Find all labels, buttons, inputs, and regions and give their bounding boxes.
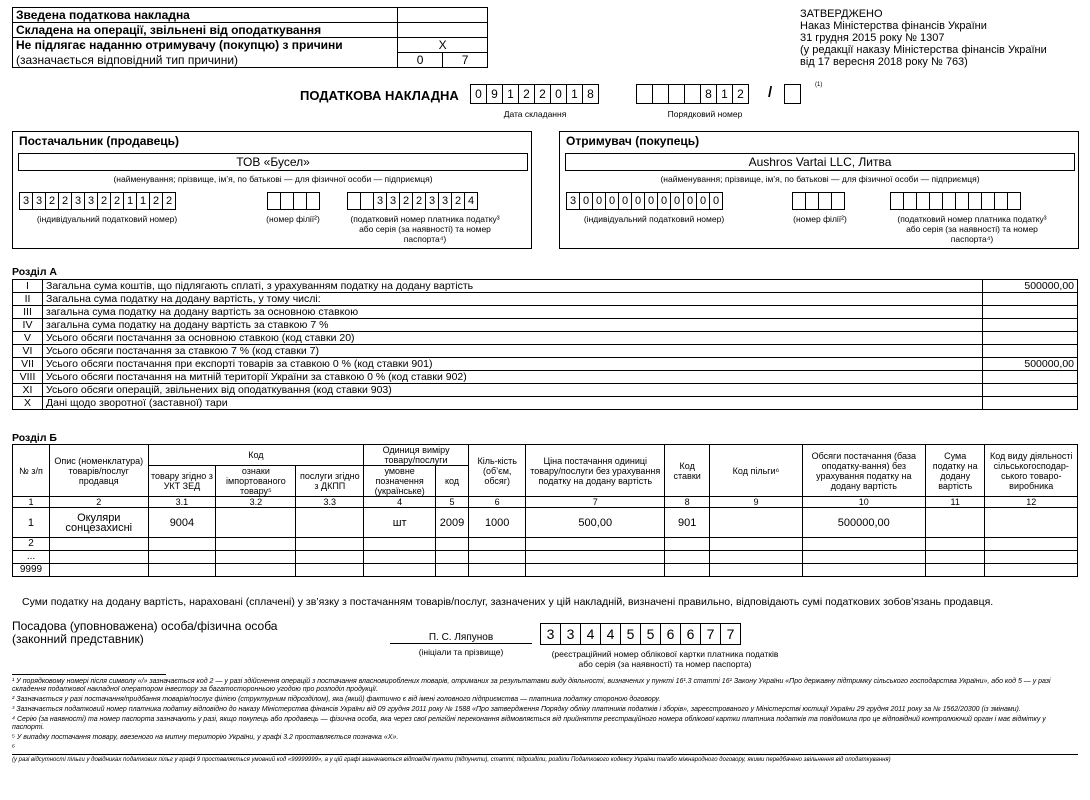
suffix-digit[interactable]: [784, 84, 801, 104]
signer-name-caption: (ініціали та прізвище): [418, 647, 504, 657]
exempt-label: Складена на операції, звільнені від оподаткування: [13, 23, 398, 38]
seller-branch-caption: (номер філії²): [266, 214, 320, 224]
footnote: ¹ У порядковому номері після символу «/» зазначається код 2 — у разі здійснення операцій з постачання власновироблених товарів, отриманих за результатами виду діяльності, визначених у пункті 16¹.3 статті 16¹ Закону України «Про державну підтримку сільського господарства України», або код 5 — у разі складення податкової накладної оператором інвестору за багатосторонньою угодою про розподіл продукції.: [12, 678, 1051, 693]
section-a-row: [13, 293, 1078, 306]
section-a-row-value[interactable]: [983, 306, 1078, 319]
section-a-row-num: X: [13, 397, 43, 410]
buyer-ipn-digit[interactable]: 0: [657, 192, 671, 210]
section-a-row-num: III: [13, 306, 43, 319]
empty-cell[interactable]: [148, 551, 216, 564]
col-desc-header: Опис (номенклатура) товарів/послуг продавця: [49, 445, 148, 497]
buyer-ipn-digit[interactable]: 0: [696, 192, 710, 210]
section-a-row-num: V: [13, 332, 43, 345]
section-a-row-value[interactable]: [983, 397, 1078, 410]
row1-import[interactable]: [216, 508, 296, 538]
empty-cell[interactable]: [802, 538, 925, 551]
seller-ipn-digit[interactable]: 2: [162, 192, 176, 210]
column-number: 6: [468, 497, 526, 508]
section-b-table: [12, 444, 1078, 577]
section-a-row-text: Усього обсяги постачання за ставкою 7 % (код ставки 7): [43, 345, 983, 358]
column-number: 4: [364, 497, 436, 508]
empty-cell[interactable]: [364, 538, 436, 551]
number-cells: [636, 84, 748, 104]
seller-ipn-cells: [19, 192, 175, 210]
reg-digit[interactable]: 5: [620, 623, 641, 645]
empty-cell[interactable]: [216, 564, 296, 577]
buyer-name-caption: (найменування; прізвище, ім’я, по батькові — для фізичної особи — підприємця): [660, 174, 980, 184]
date-digit[interactable]: 0: [470, 84, 487, 104]
number-digit[interactable]: [652, 84, 669, 104]
buyer-box: [559, 131, 1079, 249]
section-a-row-value[interactable]: [983, 293, 1078, 306]
seller-tax-digit[interactable]: 3: [373, 192, 387, 210]
col-rate-header: Код ставки: [665, 445, 710, 497]
section-a-row: [13, 358, 1078, 371]
seller-box: [12, 131, 532, 249]
column-number: 5: [436, 497, 469, 508]
section-a-row: [13, 280, 1078, 293]
empty-cell[interactable]: [468, 538, 526, 551]
date-label: Дата складання: [503, 109, 567, 119]
seller-name-caption: (найменування; прізвище, ім’я, по батькові — для фізичної особи — підприємця): [113, 174, 433, 184]
section-a-row-num: IV: [13, 319, 43, 332]
date-digit[interactable]: 9: [486, 84, 503, 104]
empty-cell[interactable]: [710, 538, 802, 551]
buyer-branch-cells: [792, 192, 844, 210]
empty-cell[interactable]: [925, 538, 985, 551]
buyer-branch-digit[interactable]: [831, 192, 845, 210]
seller-tax-digit[interactable]: 2: [412, 192, 426, 210]
section-a-row-num: XI: [13, 384, 43, 397]
seller-ipn-digit[interactable]: 2: [149, 192, 163, 210]
seller-title: Постачальник (продавець): [19, 134, 180, 148]
empty-cell[interactable]: [526, 538, 665, 551]
column-number: 10: [802, 497, 925, 508]
seller-ipn-digit[interactable]: 2: [45, 192, 59, 210]
not-provided-mark[interactable]: X: [398, 38, 488, 53]
consolidated-label: Зведена податкова накладна: [13, 8, 398, 23]
row1-price[interactable]: 500,00: [526, 508, 665, 538]
empty-cell[interactable]: [468, 551, 526, 564]
buyer-tax-caption: (податковий номер платника податку³ або серія (за наявності) та номер паспорта⁴): [897, 214, 1047, 244]
approval-title: ЗАТВЕРДЖЕНО: [800, 8, 883, 20]
row-num: ...: [13, 551, 50, 564]
row1-dkpp[interactable]: [296, 508, 364, 538]
reason-type-label: (зазначається відповідний тип причини): [13, 53, 398, 68]
approval-block: [800, 8, 1047, 68]
column-number-row: [13, 497, 1078, 508]
buyer-ipn-digit[interactable]: 0: [683, 192, 697, 210]
section-a-row-text: Усього обсяги постачання на митній території України за ставкою 0 % (код ставки 902): [43, 371, 983, 384]
col-volume-header: Обсяги постачання (база оподатку-вання) без урахування податку на додану вартість: [802, 445, 925, 497]
empty-cell[interactable]: [802, 564, 925, 577]
signature-line: [12, 674, 166, 675]
empty-cell[interactable]: [216, 538, 296, 551]
column-number: 12: [985, 497, 1078, 508]
reg-digit[interactable]: 7: [700, 623, 721, 645]
empty-cell[interactable]: [436, 538, 469, 551]
col-uktzed-header: товару згідно з УКТ ЗЕД: [148, 466, 216, 497]
row1-agri[interactable]: [985, 508, 1078, 538]
date-digit[interactable]: 2: [518, 84, 535, 104]
seller-tax-digit[interactable]: 3: [425, 192, 439, 210]
section-a-row: [13, 371, 1078, 384]
signer-title-line: Посадова (уповноважена) особа/фізична особа: [12, 619, 278, 633]
buyer-ipn-digit[interactable]: 0: [670, 192, 684, 210]
footnotes: [12, 678, 1078, 764]
buyer-ipn-digit[interactable]: 3: [566, 192, 580, 210]
approval-line: (у редакції наказу Міністерства фінансів України: [800, 44, 1047, 56]
section-a-row-text: загальна сума податку на додану вартість за основною ставкою: [43, 306, 983, 319]
buyer-ipn-digit[interactable]: 0: [618, 192, 632, 210]
buyer-tax-digit[interactable]: [942, 192, 956, 210]
seller-ipn-digit[interactable]: 1: [136, 192, 150, 210]
seller-tax-digit[interactable]: [360, 192, 374, 210]
col-import-header: ознаки імпортованого товару⁵: [216, 466, 296, 497]
section-a-row-text: Усього обсяги постачання за основною ставкою (код ставки 20): [43, 332, 983, 345]
table-row: [13, 538, 1078, 551]
section-a-row-text: Усього обсяги постачання при експорті товарів за ставкою 0 % (код ставки 901): [43, 358, 983, 371]
row1-unit[interactable]: шт: [364, 508, 436, 538]
buyer-branch-digit[interactable]: [805, 192, 819, 210]
number-digit[interactable]: [684, 84, 701, 104]
empty-cell[interactable]: [436, 551, 469, 564]
section-a-row: [13, 397, 1078, 410]
number-digit[interactable]: 1: [716, 84, 733, 104]
empty-cell[interactable]: [710, 564, 802, 577]
section-a-row-text: Загальна сума коштів, що підлягають сплаті, з урахуванням податку на додану вартість: [43, 280, 983, 293]
empty-cell[interactable]: [526, 551, 665, 564]
row1-benefit[interactable]: [710, 508, 802, 538]
approval-line: Наказ Міністерства фінансів України: [800, 20, 987, 32]
approval-line: 31 грудня 2015 року № 1307: [800, 32, 945, 44]
date-cells: [470, 84, 598, 104]
buyer-tax-digit[interactable]: [890, 192, 904, 210]
seller-ipn-digit[interactable]: 1: [123, 192, 137, 210]
empty-cell[interactable]: [985, 538, 1078, 551]
section-a-row-value[interactable]: [983, 371, 1078, 384]
seller-branch-digit[interactable]: [293, 192, 307, 210]
header-table: [12, 7, 488, 68]
section-a-row: [13, 345, 1078, 358]
row1-unit-code[interactable]: 2009: [436, 508, 469, 538]
seller-ipn-digit[interactable]: 3: [19, 192, 33, 210]
table-row: [13, 551, 1078, 564]
empty-cell[interactable]: [665, 564, 710, 577]
reason-digit-1[interactable]: 0: [398, 53, 443, 68]
date-digit[interactable]: 1: [566, 84, 583, 104]
row1-qty[interactable]: 1000: [468, 508, 526, 538]
signer-title-line: (законний представник): [12, 632, 144, 646]
buyer-tax-digit[interactable]: [903, 192, 917, 210]
buyer-tax-digit[interactable]: [994, 192, 1008, 210]
footnote: ³ Зазначається податковий номер платника податку відповідно до наказу Міністерства фінансів України від 09 грудня 2011 року № 1588 «Про затвердження Порядку обліку платників податків і зборів», зареєстрованого у Міністерстві юстиції України 29 грудня 2011 року за № 1562/20300 (із змінами).: [12, 706, 1021, 713]
buyer-tax-digit[interactable]: [1007, 192, 1021, 210]
empty-cell[interactable]: [364, 551, 436, 564]
empty-cell[interactable]: [526, 564, 665, 577]
seller-ipn-digit[interactable]: 2: [97, 192, 111, 210]
section-a-table: [12, 279, 1078, 410]
section-a-row-value[interactable]: [983, 345, 1078, 358]
row1-vat[interactable]: [925, 508, 985, 538]
section-a-row-text: Загальна сума податку на додану вартість, у тому числі:: [43, 293, 983, 306]
col-dkpp-header: послуги згідно з ДКПП: [296, 466, 364, 497]
empty-cell[interactable]: [296, 551, 364, 564]
buyer-tax-digit[interactable]: [929, 192, 943, 210]
section-a-row: [13, 332, 1078, 345]
reg-digit[interactable]: 3: [560, 623, 581, 645]
footnote-mark: (1): [815, 82, 823, 88]
number-digit[interactable]: [668, 84, 685, 104]
col-num-header: № з/п: [13, 445, 50, 497]
column-number: 3.3: [296, 497, 364, 508]
column-number: 11: [925, 497, 985, 508]
seller-branch-digit[interactable]: [267, 192, 281, 210]
seller-name-field[interactable]: ТОВ «Бусел»: [18, 153, 528, 171]
empty-cell[interactable]: [925, 564, 985, 577]
column-number: 1: [13, 497, 50, 508]
seller-ipn-digit[interactable]: 2: [58, 192, 72, 210]
seller-tax-digit[interactable]: 4: [464, 192, 478, 210]
reg-digit[interactable]: 4: [600, 623, 621, 645]
not-provided-label: [13, 38, 398, 53]
col-qty-header: Кіль-кість (об’єм, обсяг): [468, 445, 526, 497]
col-benefit-header: Код пільги⁶: [710, 445, 802, 497]
date-digit[interactable]: 2: [534, 84, 551, 104]
consolidated-box[interactable]: [398, 8, 488, 23]
buyer-ipn-caption: (індивідуальний податковий номер): [583, 214, 725, 224]
buyer-branch-caption: (номер філії²): [793, 214, 847, 224]
buyer-ipn-digit[interactable]: 0: [592, 192, 606, 210]
footnote: ⁵ У випадку постачання товару, ввезеного на митну територію України, у графі 3.2 проставляється позначка «Х».: [12, 734, 399, 741]
number-digit[interactable]: 2: [732, 84, 749, 104]
seller-tax-digit[interactable]: 3: [386, 192, 400, 210]
empty-cell[interactable]: [925, 551, 985, 564]
row1-desc[interactable]: Окуляри сонцезахисні: [49, 508, 148, 538]
reg-digit[interactable]: 5: [640, 623, 661, 645]
seller-tax-caption: (податковий номер платника податку³ або серія (за наявності) та номер паспорта⁴): [350, 214, 500, 244]
col-vat-header: Сума податку на додану вартість: [925, 445, 985, 497]
buyer-tax-cells: [890, 192, 1020, 210]
empty-cell[interactable]: [665, 551, 710, 564]
empty-cell[interactable]: [468, 564, 526, 577]
empty-cell[interactable]: [985, 564, 1078, 577]
seller-branch-cells: [267, 192, 319, 210]
footnote: ⁶: [12, 744, 15, 751]
row1-volume[interactable]: 500000,00: [802, 508, 925, 538]
seller-ipn-digit[interactable]: 2: [110, 192, 124, 210]
reg-digit[interactable]: 6: [680, 623, 701, 645]
number-label: Порядковий номер: [667, 109, 743, 119]
empty-cell[interactable]: [710, 551, 802, 564]
column-number: 9: [710, 497, 802, 508]
footnote: (у разі відсутності пільги у довідниках податкових пільг у графі 9 проставляється умовний код «99999999», а у цій графі зазначаються відповідні пункти (підпункти), статті, підрозділи, розділи Податкового кодексу України та/або міжнародного договору, якими передбачено звільнення від оподаткування): [12, 754, 1078, 764]
row-num: 9999: [13, 564, 50, 577]
column-number: 7: [526, 497, 665, 508]
seller-branch-digit[interactable]: [306, 192, 320, 210]
seller-tax-cells: [347, 192, 477, 210]
buyer-ipn-digit[interactable]: 0: [644, 192, 658, 210]
signer-name[interactable]: П. С. Ляпунов: [390, 632, 532, 644]
section-a-row-value[interactable]: [983, 319, 1078, 332]
section-a-row-num: VI: [13, 345, 43, 358]
buyer-tax-digit[interactable]: [981, 192, 995, 210]
empty-cell[interactable]: [49, 564, 148, 577]
seller-branch-digit[interactable]: [280, 192, 294, 210]
seller-tax-digit[interactable]: 2: [399, 192, 413, 210]
section-b-title: Розділ Б: [12, 432, 57, 444]
reg-number-cells: [540, 623, 740, 645]
col-agri-header: Код виду діяльності сільськогосподар-ського товаро-виробника: [985, 445, 1078, 497]
empty-cell[interactable]: [49, 538, 148, 551]
buyer-tax-digit[interactable]: [955, 192, 969, 210]
date-digit[interactable]: 1: [502, 84, 519, 104]
section-a-row-num: VIII: [13, 371, 43, 384]
column-number: 3.1: [148, 497, 216, 508]
empty-cell[interactable]: [364, 564, 436, 577]
empty-cell[interactable]: [148, 564, 216, 577]
buyer-ipn-digit[interactable]: 0: [631, 192, 645, 210]
buyer-tax-digit[interactable]: [968, 192, 982, 210]
footnote: ² Зазначається у разі постачання/придбання товарів/послуг філією (структурним підрозділом), яка (який) фактично є від імені головного підприємства — платника податку стороною договору.: [12, 696, 661, 703]
number-slash: /: [768, 84, 773, 101]
buyer-ipn-cells: [566, 192, 722, 210]
statement-text: Суми податку на додану вартість, нараховані (сплачені) у зв’язку з постачанням товарів/послуг, зазначених у цій накладній, визначені правильно, відповідають сумі податкових зобов’язань продавця.: [22, 596, 994, 608]
reason-digit-2[interactable]: 7: [443, 53, 488, 68]
section-a-row-value[interactable]: [983, 384, 1078, 397]
seller-tax-digit[interactable]: [347, 192, 361, 210]
date-digit[interactable]: 8: [582, 84, 599, 104]
date-digit[interactable]: 0: [550, 84, 567, 104]
empty-cell[interactable]: [665, 538, 710, 551]
col-unit-header: Одиниця виміру товару/послуги: [364, 445, 469, 466]
row1-num: 1: [13, 508, 50, 538]
number-digit[interactable]: [636, 84, 653, 104]
buyer-branch-digit[interactable]: [818, 192, 832, 210]
section-a-row-value[interactable]: 500000,00: [983, 358, 1078, 371]
section-a-row-text: Усього обсяги операцій, звільнених від оподаткування (код ставки 903): [43, 384, 983, 397]
buyer-title: Отримувач (покупець): [566, 134, 700, 148]
empty-cell[interactable]: [296, 538, 364, 551]
empty-cell[interactable]: [985, 551, 1078, 564]
section-a-row: [13, 384, 1078, 397]
column-number: 8: [665, 497, 710, 508]
reg-digit[interactable]: 3: [540, 623, 561, 645]
reg-number-caption: (реєстраційний номер облікової картки платника податків або серія (за наявності) та номер паспорта): [551, 649, 779, 669]
number-digit[interactable]: 8: [700, 84, 717, 104]
table-row: [13, 508, 1078, 538]
buyer-name-field[interactable]: Aushros Vartai LLC, Литва: [565, 153, 1075, 171]
col-unit-name-header: умовне позначення (українське): [364, 466, 436, 497]
column-number: 2: [49, 497, 148, 508]
buyer-ipn-digit[interactable]: 0: [579, 192, 593, 210]
col-code-header: Код: [148, 445, 364, 466]
seller-ipn-caption: (індивідуальний податковий номер): [36, 214, 178, 224]
seller-ipn-digit[interactable]: 3: [71, 192, 85, 210]
row1-uktzed[interactable]: 9004: [148, 508, 216, 538]
col-price-header: Ціна постачання одиниці товару/послуги без урахування податку на додану вартість: [526, 445, 665, 497]
reg-digit[interactable]: 7: [720, 623, 741, 645]
seller-tax-digit[interactable]: 2: [451, 192, 465, 210]
buyer-ipn-digit[interactable]: 0: [709, 192, 723, 210]
section-a-row-text: загальна сума податку на додану вартість за ставкою 7 %: [43, 319, 983, 332]
approval-line: від 17 вересня 2018 року № 763): [800, 56, 968, 68]
empty-cell[interactable]: [216, 551, 296, 564]
empty-cell[interactable]: [436, 564, 469, 577]
reg-digit[interactable]: 6: [660, 623, 681, 645]
section-a-row-num: II: [13, 293, 43, 306]
col-unit-code-header: код: [436, 466, 469, 497]
section-a-row: [13, 319, 1078, 332]
not-provided-text: Не підлягає наданню отримувачу (покупцю) з причини: [16, 38, 343, 53]
empty-cell[interactable]: [802, 551, 925, 564]
section-a-row-text: Дані щодо зворотної (заставної) тари: [43, 397, 983, 410]
section-a-row-num: VII: [13, 358, 43, 371]
invoice-title: ПОДАТКОВА НАКЛАДНА: [300, 88, 459, 103]
footnote: ⁴ Серію (за наявності) та номер паспорта зазначають у разі, якщо покупець або продавець — фізична особа, яка через свої релігійні переконання відмовляється від прийняття реєстраційного номера облікової картки платника податків та повідомила про це відповідний контролюючий орган і має відмітку у паспорті.: [12, 716, 1046, 731]
suffix-cells: [784, 84, 800, 104]
exempt-box[interactable]: [398, 23, 488, 38]
column-number: 3.2: [216, 497, 296, 508]
buyer-ipn-digit[interactable]: 0: [605, 192, 619, 210]
empty-cell[interactable]: [296, 564, 364, 577]
empty-cell[interactable]: [148, 538, 216, 551]
reg-digit[interactable]: 4: [580, 623, 601, 645]
seller-ipn-digit[interactable]: 3: [84, 192, 98, 210]
section-a-row-value[interactable]: 500000,00: [983, 280, 1078, 293]
row-num: 2: [13, 538, 50, 551]
seller-tax-digit[interactable]: 3: [438, 192, 452, 210]
buyer-tax-digit[interactable]: [916, 192, 930, 210]
section-a-row: [13, 306, 1078, 319]
table-row: [13, 564, 1078, 577]
empty-cell[interactable]: [49, 551, 148, 564]
seller-ipn-digit[interactable]: 3: [32, 192, 46, 210]
row1-rate[interactable]: 901: [665, 508, 710, 538]
section-a-row-num: I: [13, 280, 43, 293]
section-a-row-value[interactable]: [983, 332, 1078, 345]
signer-title: [12, 620, 277, 646]
buyer-branch-digit[interactable]: [792, 192, 806, 210]
section-a-title: Розділ А: [12, 266, 57, 278]
